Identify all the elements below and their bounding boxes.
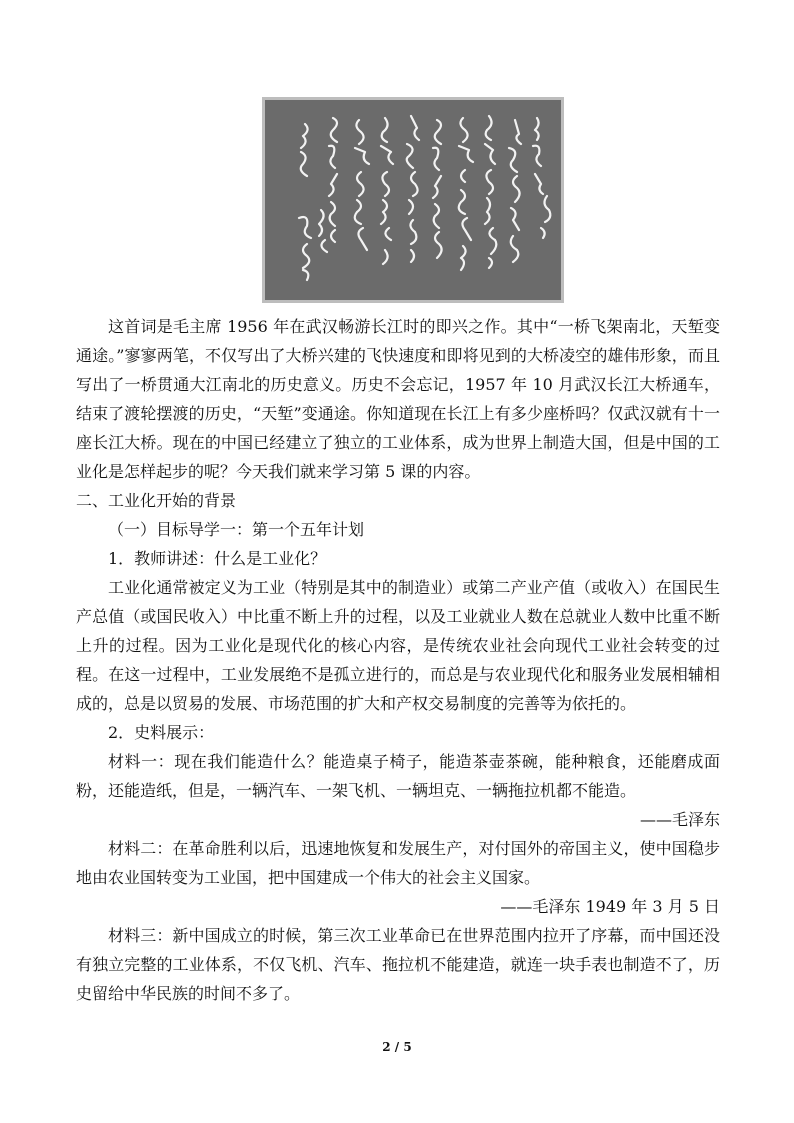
material2-paragraph: 材料二：在革命胜利以后，迅速地恢复和发展生产，对付国外的帝国主义，使中国稳步地由农业国转变为工业国，把中国建成一个伟大的社会主义国家。 (76, 839, 720, 887)
calligraphy-strokes (265, 100, 561, 300)
item1-body: 工业化通常被定义为工业（特别是其中的制造业）或第二产业产值（或收入）在国民生产总值（或国民收入）中比重不断上升的过程，以及工业就业人数在总就业人数中比重不断上升的过程。因为工业化是现代化的核心内容，是传统农业社会向现代工业社会转变的过程。在这一过程中，工业发展绝不是孤立进行的，而总是与农业现代化和服务业发展相辅相成的，总是以贸易的发展、市场范围的扩大和产权交易制度的完善等为依托的。 (76, 578, 720, 713)
material1-paragraph: 材料一：现在我们能造什么？能造桌子椅子，能造茶壶茶碗，能种粮食，还能磨成面粉，还能造纸，但是，一辆汽车、一架飞机、一辆坦克、一辆拖拉机都不能造。 (76, 752, 720, 800)
section-heading: 二、工业化开始的背景 (76, 491, 237, 510)
item1-title: 1．教师讲述：什么是工业化？ (108, 549, 327, 568)
material1-source: ——毛泽东 (639, 810, 720, 829)
subsection-heading: （一）目标导学一：第一个五年计划 (108, 520, 365, 539)
body-text (76, 312, 720, 1008)
material3-paragraph: 材料三：新中国成立的时候，第三次工业革命已在世界范围内拉开了序幕，而中国还没有独立完整的工业体系，不仅飞机、汽车、拖拉机不能建造，就连一块手表也制造不了，历史留给中华民族的时间不多了。 (76, 926, 720, 1003)
calligraphy-image (262, 97, 564, 303)
page-number: 2 / 5 (382, 1040, 412, 1054)
item2-title: 2．史料展示： (108, 723, 215, 742)
material2-source: ——毛泽东 1949 年 3 月 5 日 (500, 897, 720, 916)
intro-paragraph: 这首词是毛主席 1956 年在武汉畅游长江时的即兴之作。其中“一桥飞架南北，天堑变通途。”寥寥两笔，不仅写出了大桥兴建的飞快速度和即将见到的大桥凌空的雄伟形象，而且写出了一桥贯通大江南北的历史意义。历史不会忘记，1957 年 10 月武汉长江大桥通车，结束了渡轮摆渡的历史，“天堑”变通途。你知道现在长江上有多少座桥吗？仅武汉就有十一座长江大桥。现在的中国已经建立了独立的工业体系，成为世界上制造大国，但是中国的工业化是怎样起步的呢？今天我们就来学习第 5 课的内容。 (76, 317, 720, 481)
